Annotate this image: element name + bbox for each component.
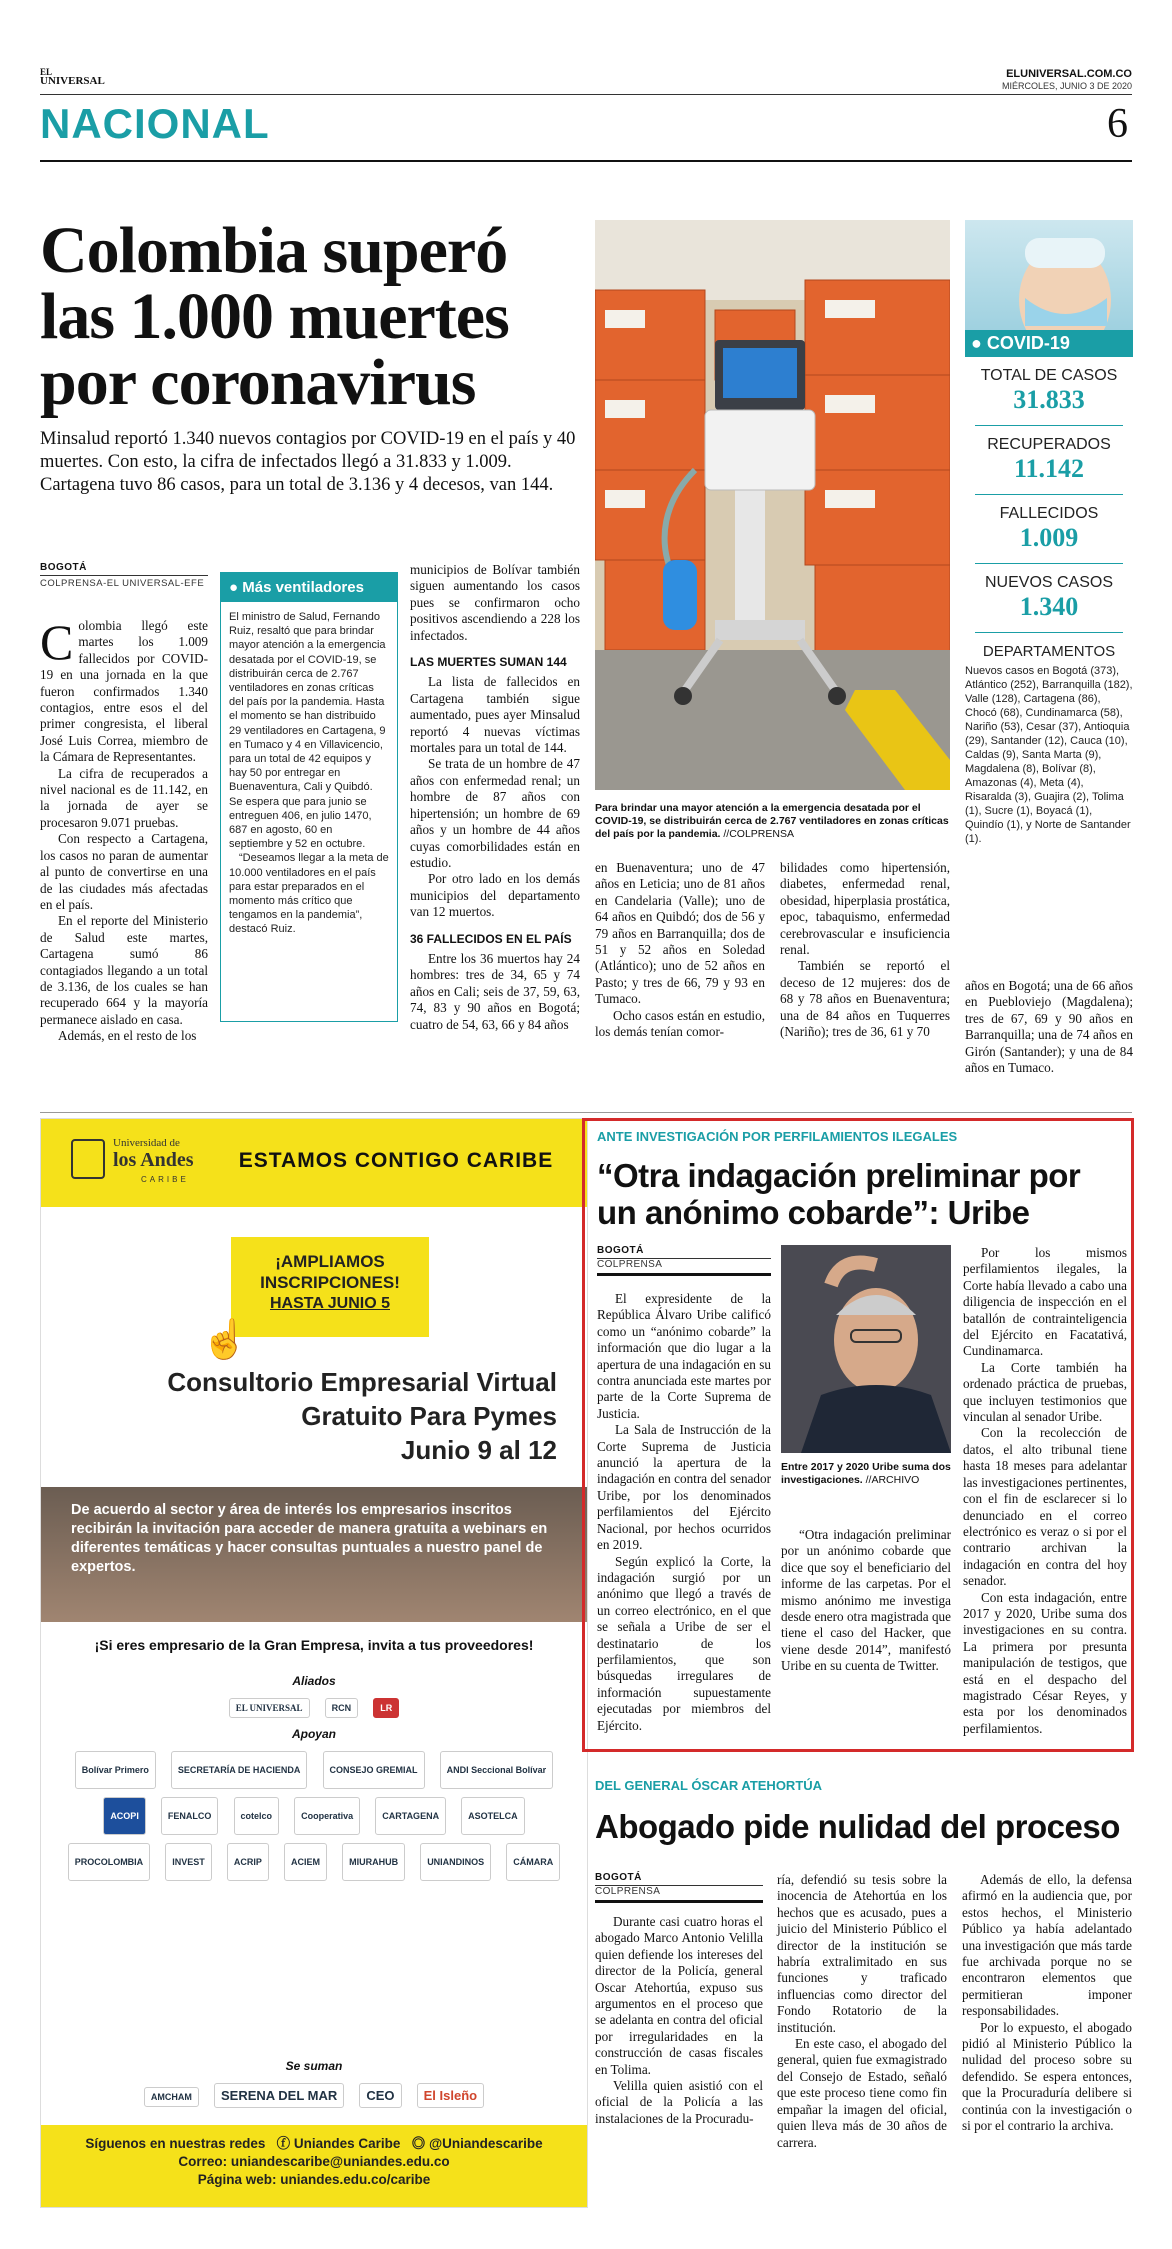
main-headline: Colombia superó las 1.000 muertes por coronavirus xyxy=(40,214,509,419)
site-url: ELUNIVERSAL.COM.CO xyxy=(1006,68,1132,80)
stat-divider xyxy=(975,563,1123,564)
ad-title-2: Gratuito Para Pymes xyxy=(301,1401,557,1431)
sponsor-logo: SECRETARÍA DE HACIENDA xyxy=(171,1751,308,1789)
apoyan-logos xyxy=(51,1747,577,2047)
ventilator-photo xyxy=(595,220,950,790)
ventilator-photo-credit: //COLPRENSA xyxy=(723,828,794,840)
uribe-article-box xyxy=(582,1118,1134,1752)
sponsor-logo: SERENA DEL MAR xyxy=(214,2083,344,2108)
sponsor-logo: cotelco xyxy=(234,1797,280,1835)
main-col5-p1: También se reportó el deceso de 12 mujeres: dos de 68 y 78 años en Buenaventura; una de 84 años en Tuquerres (Nariño); tres de 36, 61 y 70 xyxy=(780,958,950,1040)
stat-label-fallecidos: FALLECIDOS xyxy=(999,505,1099,522)
page-number: 6 xyxy=(1107,101,1128,147)
uribe-col3-p2: Con la recolección de datos, el alto tribunal tiene hasta 18 meses para adelantar las investigaciones pertinentes, con el fin de esclarecer si lo denunciado en el correo electrónico es veraz o si por el contrario archivan la indagación en contra del hoy senador. xyxy=(963,1425,1127,1589)
stat-divider xyxy=(975,494,1123,495)
stat-value-total: 31.833 xyxy=(1013,385,1085,414)
covid-title-bar xyxy=(965,330,1133,357)
abogado-column-1 xyxy=(595,1914,763,2127)
sponsor-logo: ACOPI xyxy=(103,1797,146,1835)
ad-footer xyxy=(41,2125,587,2207)
sponsor-logo: El Isleño xyxy=(417,2083,484,2108)
promo-line-1: ¡AMPLIAMOS xyxy=(275,1252,385,1271)
stat-label-total: TOTAL DE CASOS xyxy=(980,367,1118,384)
bullet-dot-icon: ● xyxy=(229,579,239,596)
main-col1-p4: Además, en el resto de los xyxy=(58,1028,197,1044)
sponsor-logo: PROCOLOMBIA xyxy=(68,1843,151,1881)
ad-title-1: Consultorio Empresarial Virtual xyxy=(167,1367,557,1397)
departamentos-text: Nuevos casos en Bogotá (373), Atlántico (252), Barranquilla (182), Valle (128), Cartagena (86), Chocó (68), Cundinamarca (58), Nariño (53), Cesar (37), Antioquia (29), Santander (12), Cauca (10), Caldas (9), Santa Marta (9), Magdalena (8), Bolívar (8), Amazonas (4), Meta (4), Risaralda (3), Guajira (2), Tolima (1), Sucre (1), Boyacá (1), Quindío (1), y Norte de Santander (1). xyxy=(965,665,1133,845)
sponsor-logo: CONSEJO GREMIAL xyxy=(323,1751,425,1789)
abogado-col1-p1: Velilla quien asistió con el oficial de la Policía a las instalaciones de la Procuradu- xyxy=(595,2078,763,2126)
subhead-muertes: LAS MUERTES SUMAN 144 xyxy=(410,655,567,670)
promo-box xyxy=(231,1237,429,1337)
uni-sub: CARIBE xyxy=(141,1175,189,1184)
stat-label-nuevos: NUEVOS CASOS xyxy=(984,574,1114,591)
doctor-mask-photo xyxy=(965,220,1133,330)
uribe-caption xyxy=(781,1461,951,1487)
aliado-logo: RCN xyxy=(325,1698,359,1718)
uniandes-logo xyxy=(71,1135,221,1191)
aliados-label: Aliados xyxy=(292,1674,336,1688)
promo-line-3: HASTA JUNIO 5 xyxy=(269,1295,390,1312)
abogado-col1-p0: Durante casi cuatro horas el abogado Marco Antonio Velilla quien defiende los intereses del director de la Policía, general Oscar Atehortúa, expuso sus argumentos en el proceso que se adelanta en contra del oficial por irregularidades en la construcción de casas fiscales en Tolima. xyxy=(595,1914,763,2077)
sponsor-logo: CEO xyxy=(359,2083,401,2108)
ad-invite: ¡Si eres empresario de la Gran Empresa, invita a tus proveedores! xyxy=(94,1637,534,1653)
ventilator-caption-text: Para brindar una mayor atención a la emergencia desatada por el COVID-19, se distribuirán cerca de 2.767 ventiladores en zonas críticas del país por la pandemia. xyxy=(595,802,949,840)
main-col3b-p1: Se trata de un hombre de 47 años con enfermedad renal; un hombre de 87 años con hipertensión; un hombre de 69 años y un hombre de 44 años cuyas comorbilidades están en estudio. xyxy=(410,756,580,870)
uribe-caption-text: Entre 2017 y 2020 Uribe suma dos investigaciones. xyxy=(781,1461,951,1486)
uribe-col2-p0: “Otra indagación preliminar por un anónimo cobarde que dice que soy el beneficiario del informe de las carpetas. Por el mismo anónimo me investiga desde enero otra magistrada que tiene el caso del Hacker, que viene desde 2014”, manifestó Uribe en su cuenta de Twitter. xyxy=(781,1527,951,1674)
newspaper-logo xyxy=(40,68,110,86)
main-col1-p2: Con respecto a Cartagena, los casos no paran de aumentar al punto de convertirse en una de las ciudades más afectadas en el país. xyxy=(40,831,208,912)
section-title: NACIONAL xyxy=(40,100,270,147)
uribe-byline-place: BOGOTÁ xyxy=(597,1245,771,1259)
ad-title-3: Junio 9 al 12 xyxy=(400,1435,557,1465)
covid-title: COVID-19 xyxy=(986,333,1070,353)
stat-value-recuperados: 11.142 xyxy=(1013,454,1085,483)
main-col4-p0: en Buenaventura; uno de 47 años en Leticia; uno de 81 años en Candelaria (Valle); uno de 64 años en Quibdó; dos de 56 y 79 años en Barranquilla; dos de 51 y 52 años en Soledad (Atlántico); uno de 52 años en Pasto; y tres de 66, 79 y 93 en Tumaco. xyxy=(595,860,765,1007)
stat-label-recuperados: RECUPERADOS xyxy=(987,436,1111,453)
sidebar-p1: “Deseamos llegar a la meta de 10.000 ventiladores en el país para estar preparados en el momento más crítico que tengamos en la pandemia”, destacó Ruiz. xyxy=(229,852,389,936)
sponsor-logo: CÁMARA xyxy=(506,1843,560,1881)
masthead-rule xyxy=(40,94,1132,95)
uniandes-ad xyxy=(40,1118,588,2208)
sponsor-logo: ANDI Seccional Bolívar xyxy=(440,1751,554,1789)
uni-name: los Andes xyxy=(113,1149,194,1171)
uribe-column-3 xyxy=(963,1245,1127,1737)
promo-line-2: INSCRIPCIONES! xyxy=(260,1273,400,1292)
sponsor-logo: MIURAHUB xyxy=(342,1843,405,1881)
logo-bottom: UNIVERSAL xyxy=(40,75,105,87)
uribe-col1-p0: El expresidente de la República Álvaro Uribe calificó como un “anónimo cobarde” la información que dio lugar a la apertura de una indagación en su contra anunciada este martes por parte de la Corte Suprema de Justicia. xyxy=(597,1291,771,1421)
section-rule xyxy=(40,160,1132,162)
main-col6-p0: años en Bogotá; una de 66 años en Puebloviejo (Magdalena); tres de 67, 69 y 90 años en Barranquilla; una de 74 años en Girón (Santander); y una de 84 años en Tumaco. xyxy=(965,978,1133,1076)
sidebar-p0: El ministro de Salud, Fernando Ruiz, resaltó que para brindar mayor atención a la emergencia desatada por el COVID-19, se distribuirán cerca de 2.767 ventiladores en zonas críticas del país por la pandemia. Hasta el momento se han distribuido 29 ventiladores en Cartagena, 9 en Tumaco y 4 en Villavicencio, para un total de 42 equipos y hay 50 por entregar en Buenaventura, Cali y Quibdó. Se espera que para junio se entreguen 406, en julio 1470, 687 en agosto, 60 en septiembre y 52 en octubre. xyxy=(229,611,386,851)
abogado-col3-p1: Por lo expuesto, el abogado pidió al Ministerio Público la nulidad del proceso sobre su defendido. Se espera entonces, que la Procuraduría delibere si continúa con la investigación o si por el contrario la archiva. xyxy=(962,2019,1132,2134)
abogado-byline-agency: COLPRENSA xyxy=(595,1886,763,1903)
uniandes-shield-icon xyxy=(71,1139,105,1179)
abogado-col2-p0: ría, defendió su tesis sobre la inocencia de Atehortúa en los hechos que es acusado, pues a juicio del Ministerio Público el director de la institución se habría extralimitado en sus funciones y traficado influencias como director del Fondo Rotatorio de la institución. xyxy=(777,1872,947,2035)
ventiladores-sidebar xyxy=(220,572,398,1022)
uribe-col1-p2: Según explicó la Corte, la indagación surgió por un anónimo que llegó a través de un correo electrónico, en el que se señala a Uribe de ser el destinatario de los perfilamientos, que son búsquedas irregulares de información supuestamente ejecutadas por miembros del Ejército. xyxy=(597,1553,771,1733)
hand-pointer-icon: ☝ xyxy=(201,1317,249,1361)
ad-header-text: ESTAMOS CONTIGO CARIBE xyxy=(238,1149,554,1172)
sponsor-logo: ACIEM xyxy=(284,1843,327,1881)
main-byline-agency: COLPRENSA-EL UNIVERSAL-EFE xyxy=(40,578,205,589)
uribe-headline: “Otra indagación preliminar por un anónimo cobarde”: Uribe xyxy=(597,1157,1081,1231)
main-col1-p0: olombia llegó este martes los 1.009 fallecidos por COVID-19 en una jornada en la que fueron confirmados 1.340 contagios, entre esos el del primer congresista, el liberal José Luis Correa, miembro de la Cámara de Representantes. xyxy=(40,618,208,765)
facebook-icon: ⓕ xyxy=(276,2136,291,2151)
covid-infobox xyxy=(965,220,1133,965)
uribe-column-2 xyxy=(781,1527,951,1675)
main-col3b-p0: La lista de fallecidos en Cartagena también sigue aumentado, pues ayer Minsalud reportó 4 nuevas víctimas mortales para un total de 144. xyxy=(410,674,580,756)
stat-value-nuevos: 1.340 xyxy=(1019,592,1079,621)
uribe-byline-agency: COLPRENSA xyxy=(597,1259,771,1276)
footer-web[interactable]: Página web: uniandes.edu.co/caribe xyxy=(197,2172,431,2187)
issue-date: MIÉRCOLES, JUNIO 3 DE 2020 xyxy=(1001,81,1132,91)
main-col1-p3: En el reporte del Ministerio de Salud este martes, Cartagena sumó 86 contagiados llegando a un total de 3.136, de los cuales se han recuperado 664 y la mayoría permanece aislado en casa. xyxy=(40,913,208,1027)
stat-divider xyxy=(975,632,1123,633)
sponsor-logo: FENALCO xyxy=(161,1797,219,1835)
abogado-col3-p0: Además de ello, la defensa afirmó en la audiencia que, por estos hechos, el Ministerio Público ya había adelantado una investigación que más tarde fue archivada porque no se encontraron elementos que permitieran imponer responsabilidades. xyxy=(962,1872,1132,2019)
instagram-icon: ◎ xyxy=(411,2136,426,2151)
suman-logos xyxy=(51,2079,577,2112)
abogado-headline: Abogado pide nulidad del proceso xyxy=(595,1808,1120,1845)
bullet-dot-icon: ● xyxy=(971,333,982,353)
uribe-col3-p0: Por los mismos perfilamientos ilegales, la Corte había llevado a cabo una diligencia de inspección en el batallón de contrainteligencia del Ejército en Facatativá, Cundinamarca. xyxy=(963,1245,1127,1359)
ventilator-illustration xyxy=(595,220,950,790)
main-col3b-p2: Por otro lado en los demás municipios del departamento van 12 muertos. xyxy=(410,871,580,920)
abogado-column-2 xyxy=(777,1872,947,2151)
abogado-col2-p1: En este caso, el abogado del general, quien fue exmagistrado del Consejo de Estado, señaló que este proceso tiene como fin empañar la imagen del oficial, quien lleva más de 30 años de carrera. xyxy=(777,2036,947,2150)
footer-follow: Síguenos en nuestras redes xyxy=(85,2136,266,2151)
sponsor-logo: CARTAGENA xyxy=(375,1797,446,1835)
abogado-kicker: DEL GENERAL ÓSCAR ATEHORTÚA xyxy=(595,1778,823,1793)
suman-label: Se suman xyxy=(285,2059,343,2073)
uribe-column-1 xyxy=(597,1291,771,1734)
main-deck: Minsalud reportó 1.340 nuevos contagios por COVID-19 en el país y 40 muertes. Con esto, la cifra de infectados llegó a 31.833 y 1.009. Cartagena tuvo 86 casos, para un total de 3.136 y 4 decesos, van 144. xyxy=(40,429,576,495)
sponsor-logo: INVEST xyxy=(165,1843,212,1881)
ad-body-text: De acuerdo al sector y área de interés los empresarios inscritos recibirán la invitación para acceder de manera gratuita a webinars en diferentes temáticas y hacer consultas puntuales a nuestro panel de expertos. xyxy=(71,1502,548,1575)
main-col5-p0: bilidades como hipertensión, diabetes, enfermedad renal, obesidad, hiperplasia prostática, epoc, tabaquismo, enfermedad cerebrovascular e insuficiencia renal. xyxy=(780,860,950,958)
sponsor-logo: ASOTELCA xyxy=(461,1797,525,1835)
apoyan-label: Apoyan xyxy=(291,1727,336,1741)
stat-divider xyxy=(975,425,1123,426)
sponsor-logo: AMCHAM xyxy=(144,2087,199,2107)
sidebar-title: Más ventiladores xyxy=(242,579,364,596)
footer-facebook[interactable]: Uniandes Caribe xyxy=(293,2136,401,2151)
sponsor-logo: Cooperativa xyxy=(294,1797,360,1835)
footer-email[interactable]: Correo: uniandescaribe@uniandes.edu.co xyxy=(178,2154,450,2169)
uribe-col3-p1: La Corte también ha ordenado práctica de pruebas, que incluyen testimonios que vinculan al senador Uribe. xyxy=(963,1359,1127,1425)
footer-instagram[interactable]: @Uniandescaribe xyxy=(428,2136,543,2151)
main-column-1 xyxy=(40,614,208,1045)
abogado-byline-place: BOGOTÁ xyxy=(595,1872,763,1886)
uribe-photo xyxy=(781,1245,951,1453)
aliado-logo: EL UNIVERSAL xyxy=(229,1698,310,1718)
section-divider xyxy=(40,1112,1132,1113)
uribe-col1-p1: La Sala de Instrucción de la Corte Suprema de Justicia anunció la apertura de la indagación en contra del senador Uribe, por los denominados perfilamientos del Ejército Nacional, por hechos ocurridos en 2019. xyxy=(597,1422,771,1553)
sponsor-logo: UNIANDINOS xyxy=(420,1843,491,1881)
main-col3c-p0: Entre los 36 muertos hay 24 hombres: tres de 34, 65 y 74 años en Cali; seis de 37, 59, 63, 74, 83 y 90 años en Bogotá; cuatro de 54, 63, 66 y 84 años xyxy=(410,950,580,1032)
main-col4-p1: Ocho casos están en estudio, los demás tenían comor- xyxy=(595,1007,765,1040)
uni-top: Universidad de xyxy=(113,1137,180,1149)
drop-cap: C xyxy=(40,614,74,670)
uribe-col3-p3: Con esta indagación, entre 2017 y 2020, Uribe suma dos investigaciones en su contra. La primera por presunta manipulación de testigos, que está en el despacho del magistrado César Reyes, y esta por los denominados perfilamientos. xyxy=(963,1589,1127,1736)
aliado-logo: LR xyxy=(373,1698,399,1718)
uribe-photo-credit: //ARCHIVO xyxy=(865,1474,920,1486)
main-byline-place: BOGOTÁ xyxy=(40,562,208,576)
main-column-4 xyxy=(595,860,765,1040)
main-col3-p0: municipios de Bolívar también siguen aumentando los casos pues se confirmaron ocho positivos ascendiendo a 228 los infectados. xyxy=(410,562,580,643)
main-column-5 xyxy=(780,860,950,1040)
departamentos-title: DEPARTAMENTOS xyxy=(982,643,1116,660)
logo-top: EL xyxy=(40,67,53,77)
main-col1-p1: La cifra de recuperados a nivel nacional es de 11.142, en la jornada de ayer se procesaron 9.071 pruebas. xyxy=(40,765,208,830)
sponsor-logo: Bolívar Primero xyxy=(75,1751,156,1789)
stat-value-fallecidos: 1.009 xyxy=(1019,523,1079,552)
abogado-column-3 xyxy=(962,1872,1132,2135)
sidebar-header xyxy=(221,573,397,602)
subhead-fallecidos: 36 FALLECIDOS EN EL PAÍS xyxy=(410,931,572,946)
hands-photo-band xyxy=(41,1487,587,1622)
ventilator-caption xyxy=(595,802,950,841)
ad-header xyxy=(41,1119,587,1207)
uribe-kicker: ANTE INVESTIGACIÓN POR PERFILAMIENTOS ILEGALES xyxy=(597,1129,958,1144)
main-column-6 xyxy=(965,978,1133,1076)
aliados-logos xyxy=(41,1694,587,1722)
sponsor-logo: ACRIP xyxy=(227,1843,269,1881)
main-column-3 xyxy=(410,562,580,1033)
